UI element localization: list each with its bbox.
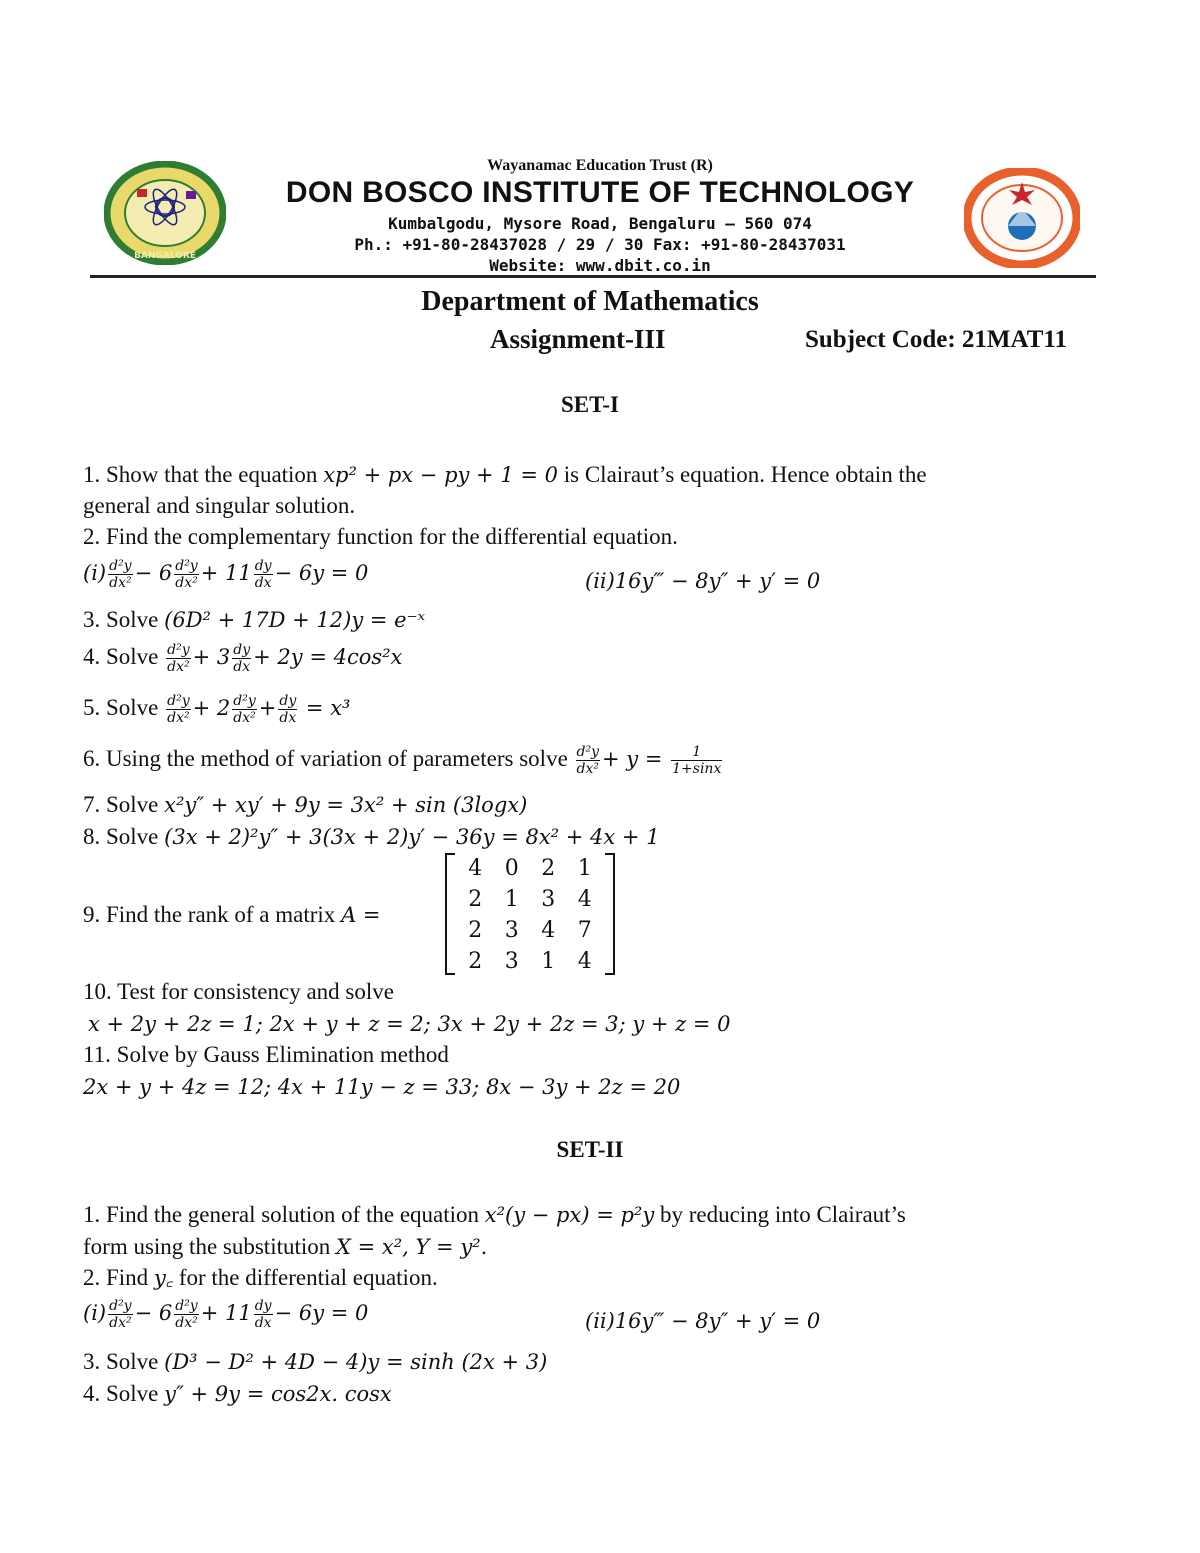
- website: Website: www.dbit.co.in: [489, 256, 711, 275]
- set2-question-2: 2. Find y꜀ for the differential equation.: [83, 1265, 438, 1290]
- phone-fax: Ph.: +91-80-28437028 / 29 / 30 Fax: +91-80-28437031: [354, 235, 846, 254]
- matrix-A: [445, 853, 615, 975]
- set1-question-7: 7. Solve x²y″ + xy′ + 9y = 3x² + sin (3logx): [83, 792, 528, 817]
- set1-title: SET-I: [561, 392, 619, 417]
- set1-question-10: 10. Test for consistency and solve: [83, 979, 394, 1004]
- set1-question-8: 8. Solve (3x + 2)²y″ + 3(3x + 2)y′ − 36y = 8x² + 4x + 1: [83, 824, 660, 849]
- set1-question-1: 1. Show that the equation xp² + px − py + 1 = 0 is Clairaut’s equation. Hence obtain the: [83, 462, 927, 487]
- set2-question-4: 4. Solve y″ + 9y = cos2x. cosx: [83, 1381, 392, 1406]
- matrix-row: 4 0 2 1: [468, 856, 592, 881]
- set2-question-3: 3. Solve (D³ − D² + 4D − 4)y = sinh (2x + 3): [83, 1349, 548, 1374]
- department-title: Department of Mathematics: [421, 286, 759, 317]
- set2-question-2-part-i: (i) $\frac{\text{d²y}}{\text{dx²}}$ − 6 $\frac{\text{d²y}}{\text{dx²}}$ + 11 $\frac{dy}{dx}$ − 6y = 0: [83, 1298, 369, 1332]
- logo-text: BANGALORE: [134, 251, 196, 261]
- set1-question-11-equations: 2x + y + 4z = 12; 4x + 11y − z = 33; 8x − 3y + 2z = 20: [83, 1075, 681, 1099]
- set1-question-2-part-ii: (ii)16y‴ − 8y″ + y′ = 0: [585, 569, 821, 593]
- set2-question-1: 1. Find the general solution of the equation x²(y − px) = p²y by reducing into Clairaut’s: [83, 1202, 906, 1227]
- trust-name: Wayanamac Education Trust (R): [487, 157, 713, 174]
- institute-name: DON BOSCO INSTITUTE OF TECHNOLOGY: [285, 176, 915, 209]
- subject-code: Subject Code: 21MAT11: [805, 326, 1068, 353]
- assignment-title: Assignment-III: [490, 324, 666, 354]
- set2-title: SET-II: [556, 1137, 624, 1162]
- set1-question-5: 5. Solve $\frac{\text{d²y}}{\text{dx²}}$ + 2 $\frac{\text{d²y}}{\text{dx²}}$ + $\frac{dy}{dx}$ = x³: [83, 693, 351, 727]
- set1-question-6: 6. Using the method of variation of parameters solve $\frac{\text{d²y}}{\text{dx²}}$ + y = $\frac{1}{1+\sin x}$: [83, 744, 722, 778]
- set1-question-3: 3. Solve (6D² + 17D + 12)y = e⁻ˣ: [83, 607, 426, 632]
- set1-question-9: 9. Find the rank of a matrix A =: [83, 902, 381, 927]
- matrix-row: 2 3 1 4: [468, 949, 592, 974]
- set1-question-1-cont: general and singular solution.: [83, 493, 356, 518]
- set2-question-2-part-ii: (ii)16y‴ − 8y″ + y′ = 0: [585, 1309, 821, 1333]
- header-divider: [90, 275, 1096, 278]
- matrix-row: 2 1 3 4: [468, 887, 592, 912]
- set1-question-2-part-i: (i) $\frac{\text{d²y}}{\text{dx²}}$ − 6 $\frac{\text{d²y}}{\text{dx²}}$ + 11 $\frac{dy}{dx}$ − 6y = 0: [83, 558, 369, 592]
- set1-question-10-equations: x + 2y + 2z = 1; 2x + y + z = 2; 3x + 2y + 2z = 3; y + z = 0: [88, 1012, 731, 1036]
- set2-question-1-cont: form using the substitution X = x², Y = y².: [83, 1234, 488, 1259]
- set1-question-2: 2. Find the complementary function for the differential equation.: [83, 524, 678, 549]
- matrix-row: 2 3 4 7: [468, 918, 592, 943]
- set1-question-11: 11. Solve by Gauss Elimination method: [83, 1042, 449, 1067]
- set1-question-4: 4. Solve $\frac{\text{d²y}}{\text{dx²}}$ + 3 $\frac{dy}{dx}$ + 2y = 4cos²x: [83, 642, 403, 676]
- address: Kumbalgodu, Mysore Road, Bengaluru – 560 074: [388, 214, 812, 233]
